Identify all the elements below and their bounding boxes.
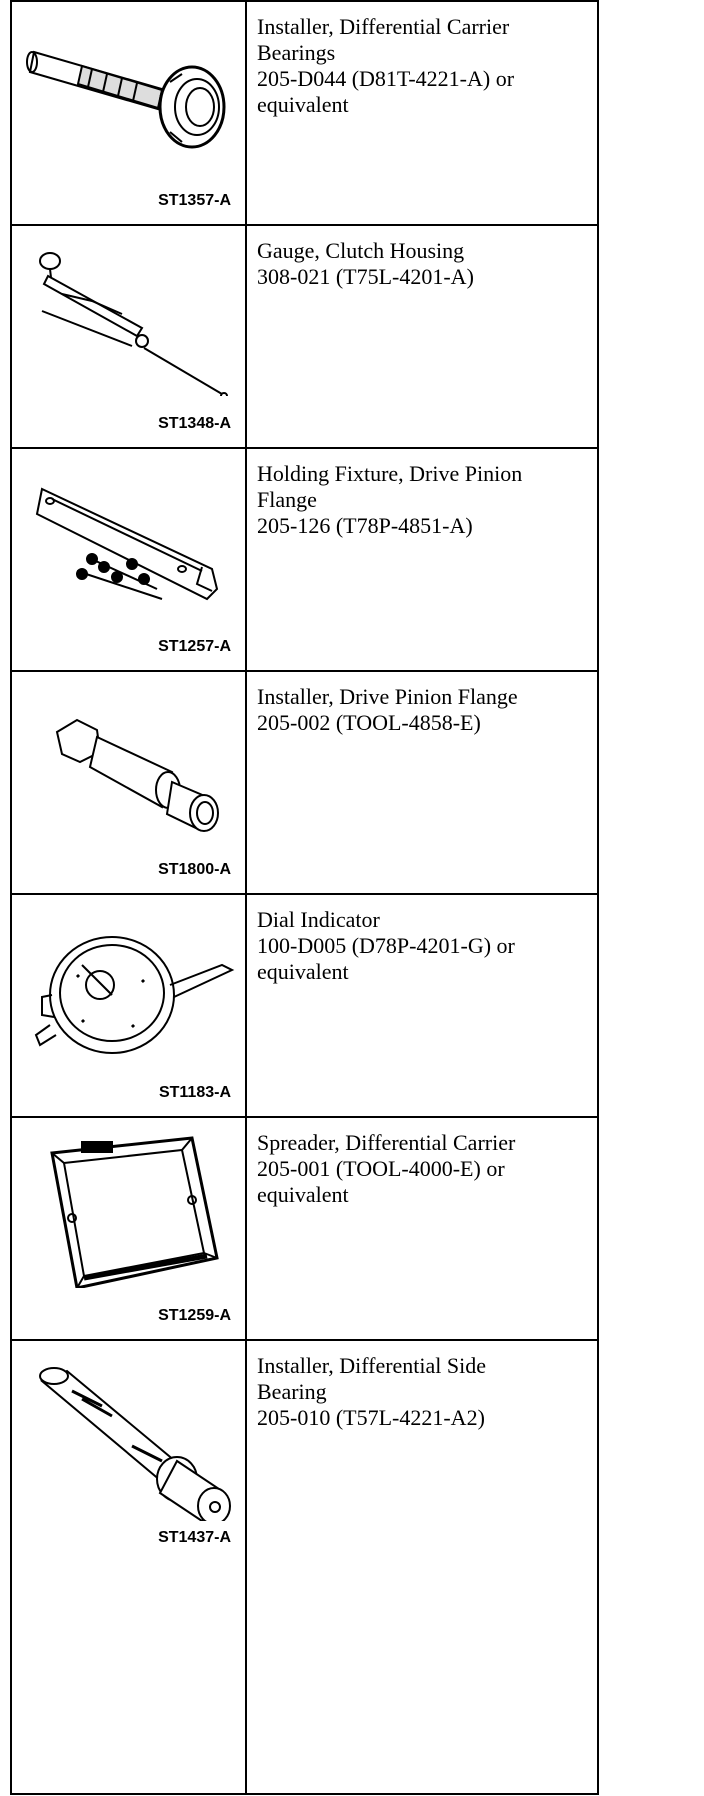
tool-illustration-cell: [12, 1341, 247, 1793]
tool-number: 308-021 (T75L-4201-A): [257, 264, 474, 289]
differential-carrier-bearing-installer-icon: [22, 12, 237, 172]
tool-row: [12, 1341, 597, 1793]
tool-illustration-cell: [12, 1118, 247, 1339]
tool-illustration-cell: [12, 226, 247, 447]
illustration-reference: ST1257-A: [158, 638, 231, 655]
tool-name: Spreader, Differential Carrier: [257, 1130, 516, 1155]
illustration-reference: ST1183-A: [158, 1084, 231, 1101]
tool-equivalent: equivalent: [257, 1182, 349, 1207]
tool-name: Installer, Differential Carrier: [257, 14, 510, 39]
illustration-reference: ST1800-A: [158, 861, 231, 878]
tool-name-cont: Flange: [257, 487, 317, 512]
tool-description: [247, 1118, 597, 1339]
tool-row: [12, 226, 597, 449]
illustration-reference: ST1357-A: [158, 192, 231, 209]
illustration-reference: ST1437-A: [158, 1529, 231, 1546]
tool-number: 205-010 (T57L-4221-A2): [257, 1405, 485, 1430]
illustration-reference: ST1259-A: [158, 1307, 231, 1324]
tool-number: 205-001 (TOOL-4000-E) or: [257, 1156, 505, 1181]
tool-illustration-cell: [12, 449, 247, 670]
drive-pinion-flange-installer-icon: [22, 682, 237, 842]
tool-description: [247, 449, 597, 670]
tool-illustration-cell: [12, 2, 247, 224]
clutch-housing-gauge-icon: [22, 236, 237, 396]
tool-equivalent: equivalent: [257, 92, 349, 117]
tool-name-cont: Bearing: [257, 1379, 327, 1404]
tool-row: [12, 449, 597, 672]
tool-name: Holding Fixture, Drive Pinion: [257, 461, 523, 486]
special-tools-table: [10, 0, 599, 1795]
tool-description: [247, 226, 597, 447]
tool-illustration-cell: [12, 895, 247, 1116]
tool-row: [12, 1118, 597, 1341]
tool-row: [12, 895, 597, 1118]
tool-number: 205-126 (T78P-4851-A): [257, 513, 473, 538]
tool-row: [12, 2, 597, 226]
differential-side-bearing-installer-icon: [22, 1361, 237, 1521]
tool-number: 100-D005 (D78P-4201-G) or: [257, 933, 515, 958]
tool-name: Dial Indicator: [257, 907, 380, 932]
tool-description: [247, 1341, 597, 1793]
drive-pinion-flange-holding-fixture-icon: [22, 459, 237, 619]
differential-carrier-spreader-icon: [22, 1128, 237, 1288]
tool-description: [247, 2, 597, 224]
tool-number: 205-D044 (D81T-4221-A) or: [257, 66, 515, 91]
tool-row: [12, 672, 597, 895]
dial-indicator-icon: [22, 905, 237, 1065]
tool-number: 205-002 (TOOL-4858-E): [257, 710, 481, 735]
tool-description: [247, 672, 597, 893]
tool-name: Installer, Differential Side: [257, 1353, 487, 1378]
tool-name: Gauge, Clutch Housing: [257, 238, 465, 263]
tool-name: Installer, Drive Pinion Flange: [257, 684, 518, 709]
illustration-reference: ST1348-A: [158, 415, 231, 432]
tool-description: [247, 895, 597, 1116]
tool-illustration-cell: [12, 672, 247, 893]
tool-equivalent: equivalent: [257, 959, 349, 984]
tool-name-cont: Bearings: [257, 40, 336, 65]
